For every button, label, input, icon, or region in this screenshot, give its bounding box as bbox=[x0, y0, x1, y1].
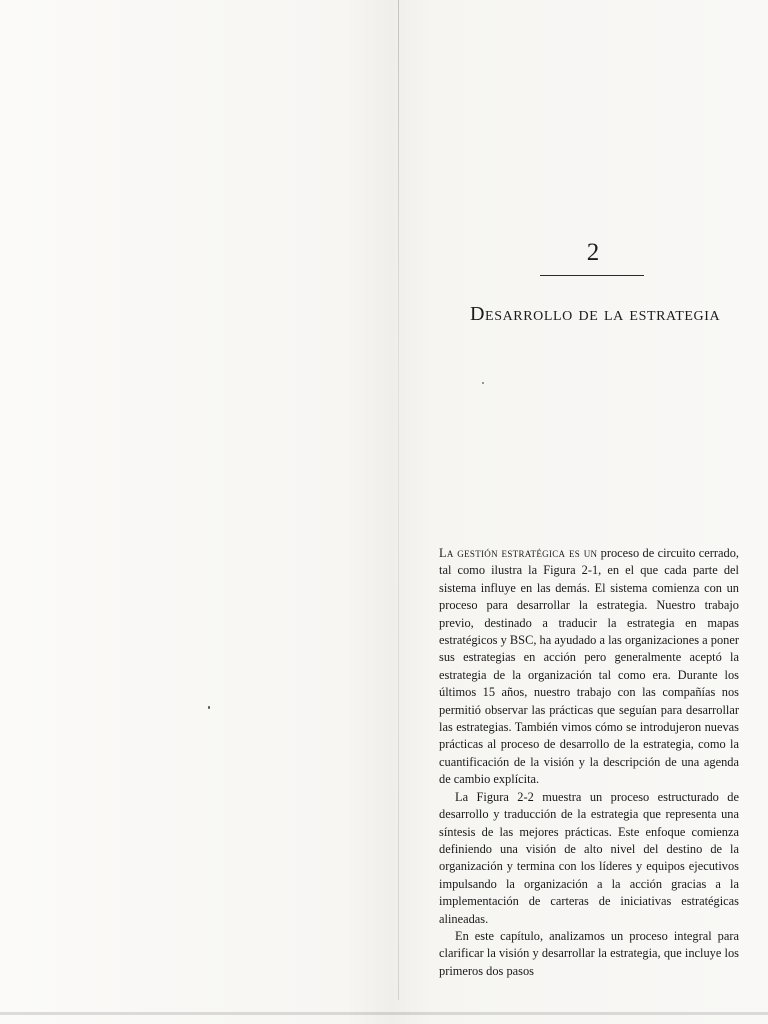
scan-speck bbox=[482, 382, 484, 384]
book-gutter bbox=[398, 0, 399, 1000]
chapter-rule bbox=[540, 275, 644, 276]
paragraph-lead-in: La gestión estratégica es un bbox=[439, 546, 598, 560]
body-paragraph bbox=[439, 545, 739, 789]
paragraph-text: proceso de circuito cerrado, tal como ilustra la Figura 2-1, en el que cada parte del sistema influye en las demás. El sistema comienza con un proceso para desarrollar la estrategia. Nuestro trabajo previo, destinado a traducir la estrategia en mapas estratégicos y BSC, ha ayudado a las organizaciones a poner sus estrategias en acción pero generalmente aceptó la estrategia de la organización tal como era. Durante los últimos 15 años, nuestro trabajo con las compañías nos permitió observar las prácticas que seguían para desarrollar las estrategias. También vimos cómo se introdujeron nuevas prácticas al proceso de desarrollo de la estrategia, como la cuantificación de la visión y la descripción de una agenda de cambio explícita. bbox=[439, 546, 739, 787]
body-paragraph: La Figura 2-2 muestra un proceso estructurado de desarrollo y traducción de la estrategia que representa una síntesis de las mejores prácticas. Este enfoque comienza definiendo una visión de alto nivel del destino de la organización y termina con los líderes y equipos ejecutivos impulsando la organización a la acción gracias a la implementación de carteras de iniciativas estratégicas alineadas. bbox=[439, 789, 739, 926]
page-bottom-edge bbox=[0, 1012, 768, 1015]
chapter-number: 2 bbox=[586, 239, 600, 266]
chapter-body bbox=[439, 545, 739, 980]
scan-speck bbox=[208, 706, 210, 709]
body-paragraph: En este capítulo, analizamos un proceso integral para clarificar la visión y desarrollar la estrategia, que incluye los primeros dos pasos bbox=[439, 928, 739, 978]
chapter-title: Desarrollo de la estrategia bbox=[470, 303, 721, 325]
